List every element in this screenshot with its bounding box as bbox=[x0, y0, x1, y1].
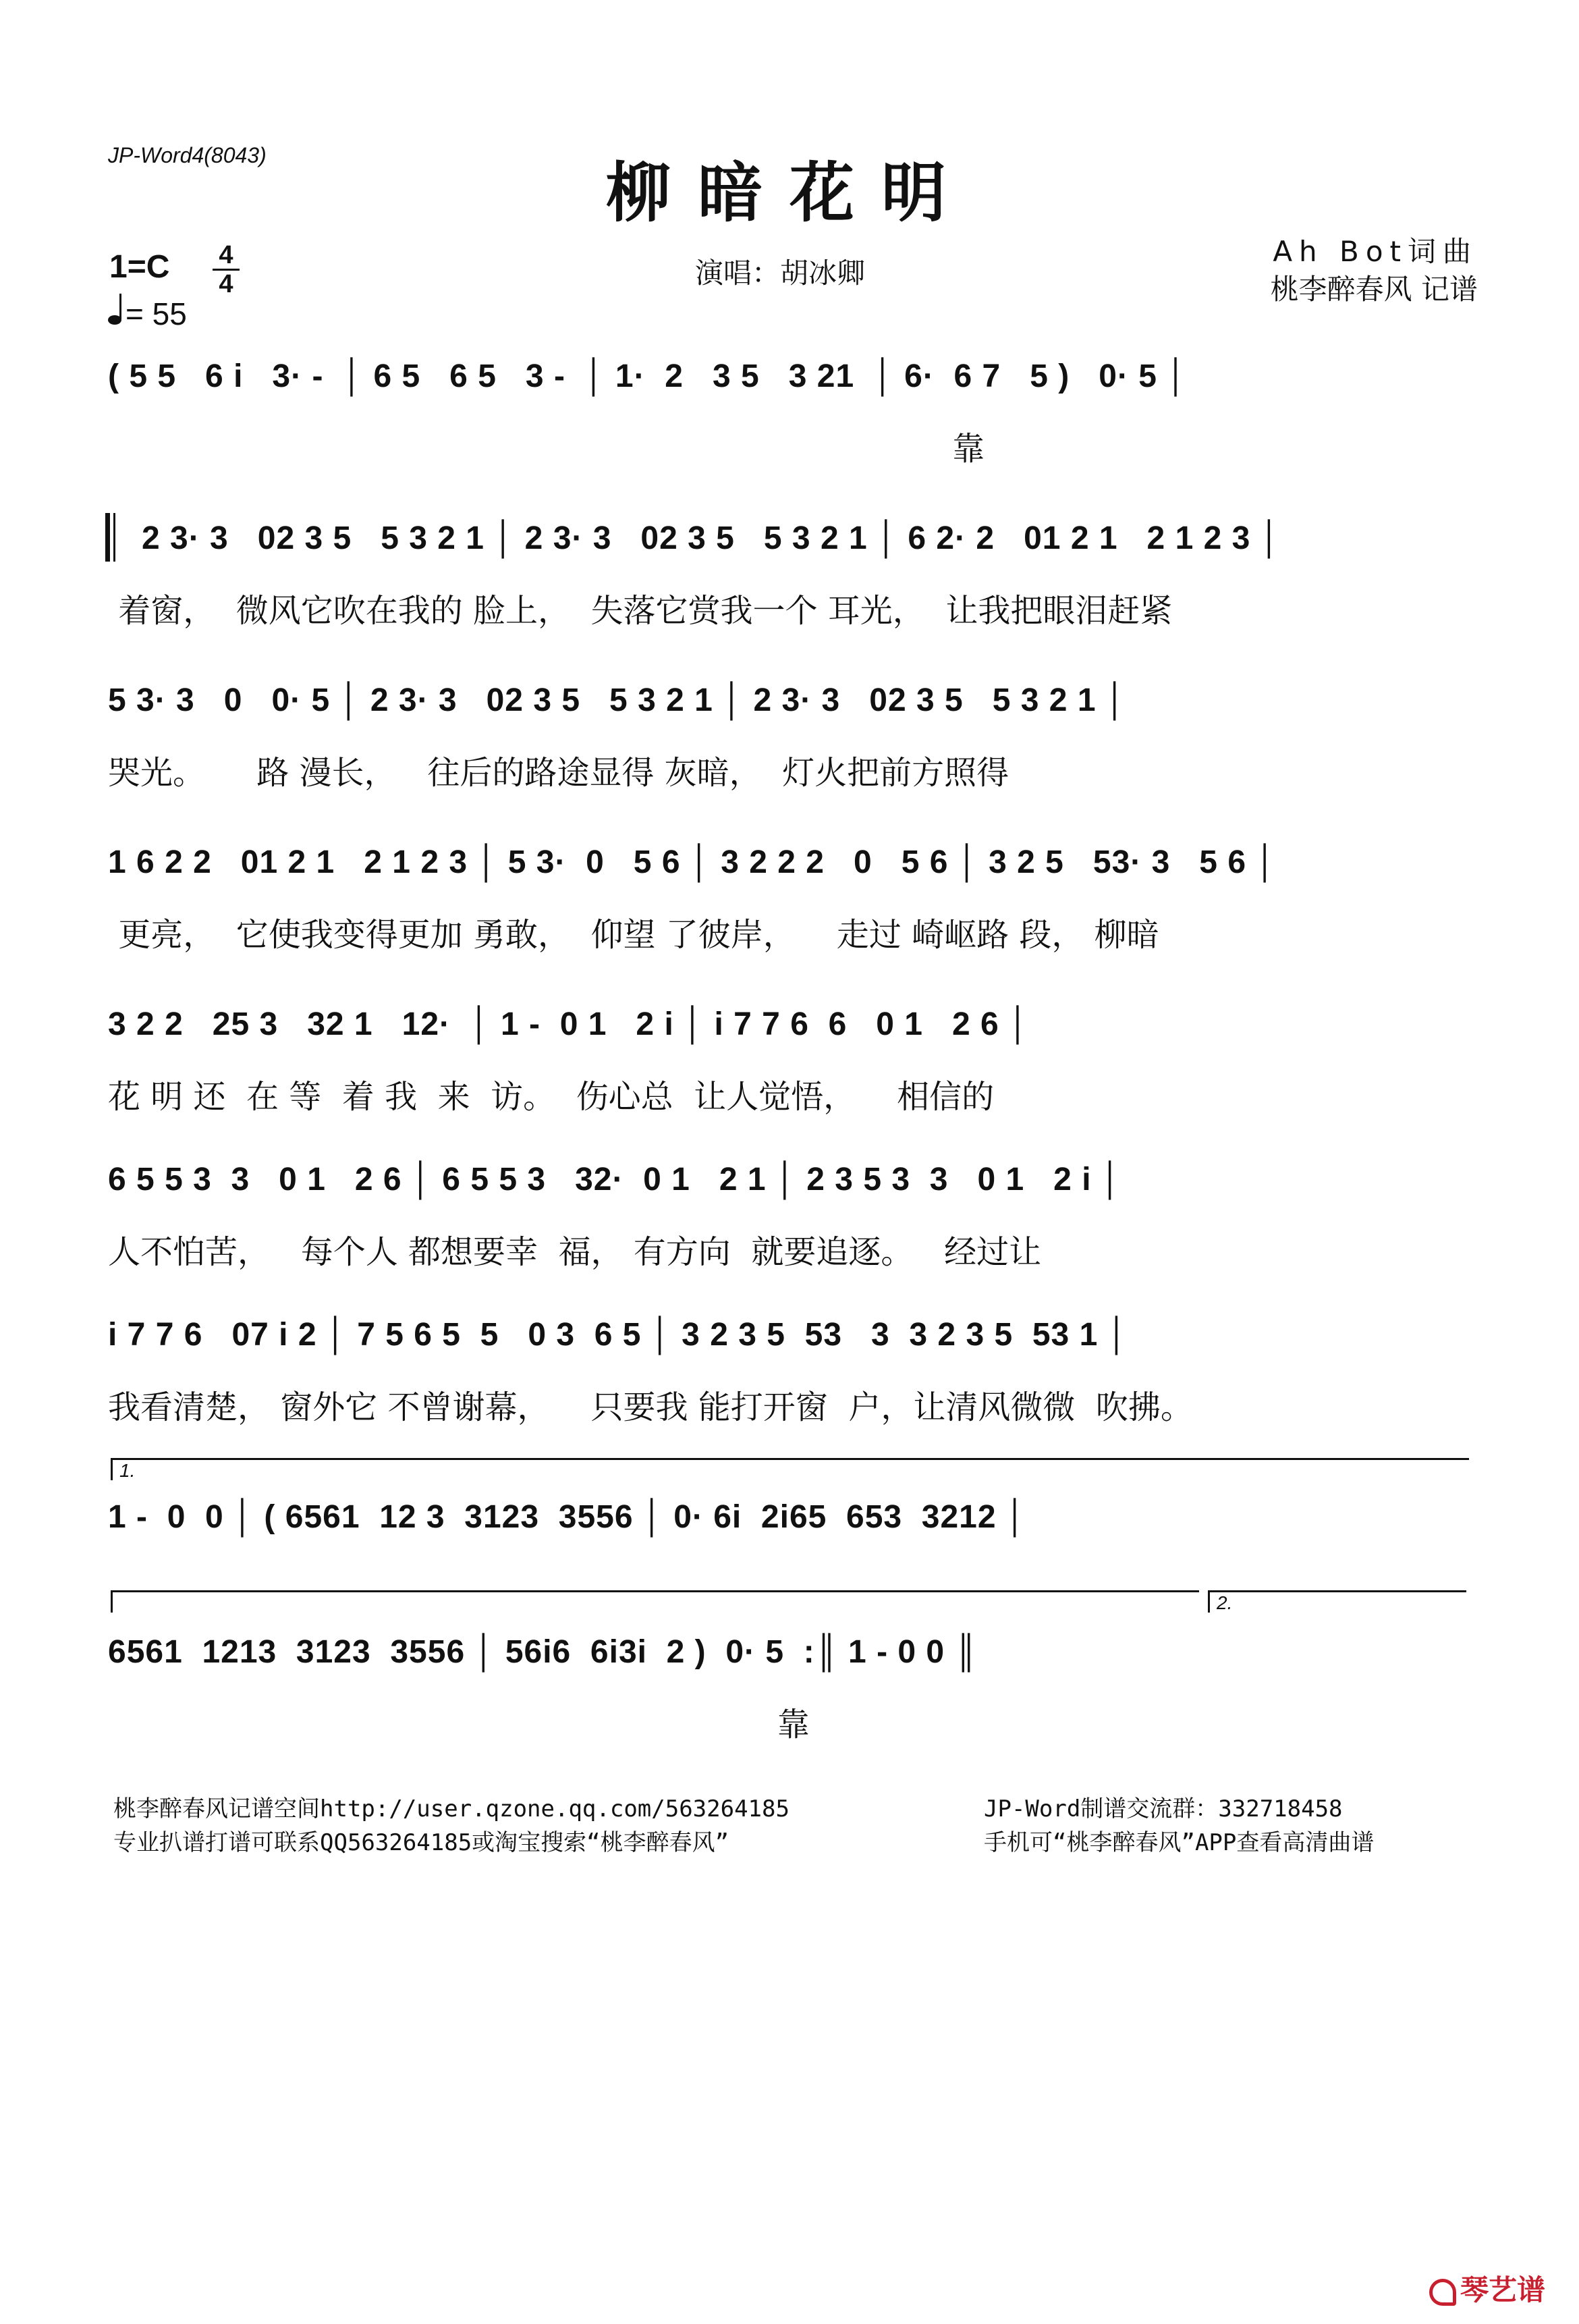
second-ending-bracket bbox=[1208, 1590, 1466, 1613]
meter-bottom: 4 bbox=[219, 270, 233, 298]
first-ending-bracket bbox=[111, 1458, 1469, 1480]
notation-line: 5 3· 3 0 0· 5 │ 2 3· 3 02 3 5 5 3 2 1 │ 2 3· 3 02 3 5 5 3 2 1 │ bbox=[108, 682, 1127, 718]
brand-logo-icon bbox=[1429, 2279, 1456, 2306]
notation-line: 6 5 5 3 3 0 1 2 6 │ 6 5 5 3 32· 0 1 2 1 │ 2 3 5 3 3 0 1 2 i │ bbox=[108, 1162, 1122, 1197]
lyric-line: 更亮， 它使我变得更加 勇敢， 仰望 了彼岸， 走过 崎岖路 段， 柳暗 bbox=[108, 916, 1159, 954]
watermark-text: 琴艺谱 bbox=[1460, 2274, 1545, 2306]
time-signature bbox=[213, 243, 240, 296]
transcriber-credit: 桃李醉春风 记谱 bbox=[1270, 273, 1478, 306]
quarter-note-icon bbox=[108, 315, 121, 325]
footer-contact-info: 专业扒谱打谱可联系QQ563264185或淘宝搜索“桃李醉春风” bbox=[113, 1829, 729, 1856]
tempo-marking bbox=[108, 296, 187, 332]
lyric-line: 靠 bbox=[108, 430, 985, 468]
footer-app-info: 手机可“桃李醉春风”APP查看高清曲谱 bbox=[984, 1829, 1375, 1856]
watermark bbox=[1429, 2268, 1545, 2308]
lyric-line: 哭光。 路 漫长， 往后的路途显得 灰暗， 灯火把前方照得 bbox=[108, 754, 1009, 792]
footer-group-info: JP-Word制谱交流群：332718458 bbox=[984, 1795, 1343, 1822]
lyric-line: 人不怕苦， 每个人 都想要幸 福， 有方向 就要追逐。 经过让 bbox=[108, 1233, 1042, 1271]
meter-top: 4 bbox=[219, 241, 233, 269]
notation-line: 1 - 0 0 │ ( 6561 12 3 3123 3556 │ 0· 6i 2i65 653 3212 │ bbox=[108, 1499, 1027, 1535]
key-signature: 1=C bbox=[109, 249, 170, 285]
repeat-start-sign bbox=[105, 513, 120, 562]
notation-line: 2 3· 3 02 3 5 5 3 2 1 │ 2 3· 3 02 3 5 5 3 2 1 │ 6 2· 2 01 2 1 2 1 2 3 │ bbox=[142, 520, 1281, 556]
singer-credit: 演唱：胡冰卿 bbox=[695, 256, 866, 290]
lyric-line: 着窗， 微风它吹在我的 脸上， 失落它赏我一个 耳光， 让我把眼泪赶紧 bbox=[108, 592, 1173, 630]
first-ending-label: 1. bbox=[119, 1460, 136, 1481]
lyric-line: 靠 bbox=[108, 1706, 810, 1744]
lyric-line: 花 明 还 在 等 着 我 来 访。 伤心总 让人觉悟， 相信的 bbox=[108, 1078, 995, 1116]
notation-line: i 7 7 6 07 i 2 │ 7 5 6 5 5 0 3 6 5 │ 3 2 3 5 53 3 3 2 3 5 53 1 │ bbox=[108, 1317, 1129, 1353]
footer-qzone-link[interactable]: 桃李醉春风记谱空间http://user.qzone.qq.com/563264185 bbox=[113, 1795, 790, 1822]
app-tag: JP-Word4(8043) bbox=[108, 143, 267, 167]
second-ending-label: 2. bbox=[1217, 1592, 1233, 1613]
notation-line: 3 2 2 25 3 32 1 12· │ 1 - 0 1 2 i │ i 7 7 6 6 0 1 2 6 │ bbox=[108, 1006, 1030, 1042]
notation-line: 1 6 2 2 01 2 1 2 1 2 3 │ 5 3· 0 5 6 │ 3 2 2 2 0 5 6 │ 3 2 5 53· 3 5 6 │ bbox=[108, 844, 1277, 880]
tempo-value: = 55 bbox=[126, 296, 187, 331]
notation-line: ( 5 5 6 i 3· - │ 6 5 6 5 3 - │ 1· 2 3 5 3 21 │ 6· 6 7 5 ) 0· 5 │ bbox=[108, 358, 1188, 394]
lyric-line: 我看清楚， 窗外它 不曾谢幕， 只要我 能打开窗 户，让清风微微 吹拂。 bbox=[108, 1388, 1193, 1426]
first-ending-continuation bbox=[111, 1590, 1199, 1613]
song-title: 柳暗花明 bbox=[606, 155, 973, 231]
lyricist-composer-credit: Ah Bot词曲 bbox=[1273, 235, 1478, 268]
notation-line: 6561 1213 3123 3556 │ 56i6 6i3i 2 ) 0· 5 :║ 1 - 0 0 ║ bbox=[108, 1634, 978, 1670]
